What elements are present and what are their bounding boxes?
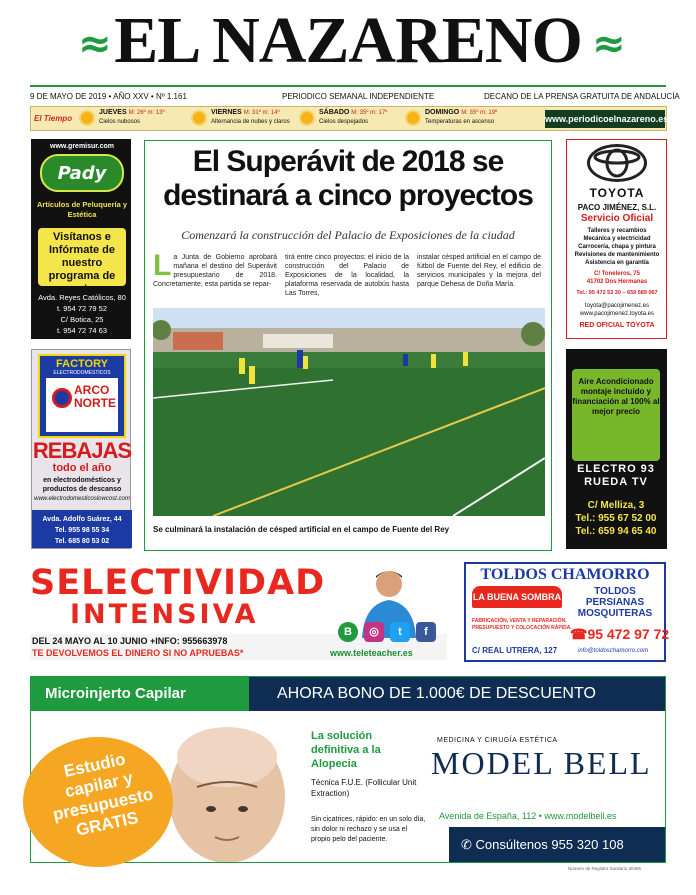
- factory-title: FACTORY: [56, 358, 108, 370]
- decano-text: DECANO DE LA PRENSA GRATUITA DE ANDALUCÍA: [484, 92, 680, 101]
- toldos-title: TOLDOS CHAMORRO: [480, 566, 650, 583]
- article-photo: [153, 308, 545, 516]
- toyota-red-oficial: RED OFICIAL TOYOTA: [579, 322, 655, 329]
- pady-tel2: t. 954 72 74 63: [56, 326, 108, 335]
- day-name: DOMINGO: [425, 109, 460, 116]
- masthead: [0, 0, 696, 101]
- selectividad-title: SELECTIVIDAD: [30, 563, 326, 603]
- article-col3: instalar césped artificial en el campo de fútbol de Fuente del Rey, el edificio de servicios municipales y la mejora del parque Dehesa de Doña María.: [417, 254, 541, 288]
- toyota-services-list: [567, 227, 667, 267]
- factory-address: [32, 510, 132, 548]
- day-temps: M: 35º m: 19º: [461, 110, 498, 116]
- ad-pady[interactable]: [31, 139, 131, 339]
- electro-tel2: Tel.: 659 94 65 40: [575, 526, 657, 537]
- electro-addr: C/ Melliza, 3: [587, 500, 645, 511]
- sin-cicatrices-text: Sin cicatrices, rápido: en un solo día, sin dolor ni rechazo y se usa el propio pelo del paciente.: [311, 816, 426, 843]
- day-temps: M: 26º m: 13º: [128, 110, 165, 116]
- factory-url: www.electrodomesticoslowcost.com: [34, 496, 130, 502]
- intensiva-title: INTENSIVA: [70, 599, 259, 630]
- solucion-text: La solución definitiva a la Alopecia: [311, 730, 381, 770]
- pady-tel1: t. 954 72 79 52: [56, 304, 108, 313]
- teleteacher-url: www.teleteacher.es: [330, 648, 413, 658]
- sun-cloud-icon: [79, 110, 95, 126]
- list-item: Talleres y recambios: [587, 228, 647, 234]
- ad-toyota[interactable]: [566, 139, 667, 339]
- list-item: Carrocería, chapa y pintura: [578, 244, 656, 250]
- masthead-rule: [30, 85, 666, 87]
- headline-line2: destinará a cinco proyectos: [163, 179, 533, 212]
- tecnica-text: Técnica F.U.E. (Follicular Unit Extraction): [311, 778, 417, 798]
- pady-url: www.gremisur.com: [50, 143, 114, 150]
- football-field-photo: [153, 308, 545, 516]
- rebajas: REBAJAS: [32, 438, 132, 463]
- col1-text: a Junta de Gobierno aprobará mañana el destino del Superávit presupuestario de 2018. Concretamente, esta partida se repar-: [153, 254, 277, 288]
- sun-cloud-icon: [191, 110, 207, 126]
- toldos-fabricacion: FABRICACIÓN, VENTA Y REPARACIÓN. PRESUPUESTO Y COLOCACIÓN RÁPIDA.: [472, 618, 572, 631]
- ad-factory[interactable]: [31, 349, 131, 549]
- day-name: VIERNES: [211, 109, 242, 116]
- list-item: Asistencia en garantía: [585, 260, 649, 266]
- article-headline: [149, 145, 547, 213]
- day-desc: Cielos despejados: [319, 119, 369, 125]
- toyota-service: Servicio Oficial: [580, 213, 654, 224]
- weather-day: [299, 107, 395, 130]
- estudio-capilar-text: Estudio capilar y presupuesto GRATIS: [51, 749, 155, 840]
- toyota-web: [567, 302, 667, 318]
- phone-icon: ✆: [461, 837, 476, 852]
- ad-electro93[interactable]: [566, 349, 667, 549]
- wave-deco-right: ≈: [592, 21, 626, 67]
- pady-logo: [40, 154, 124, 192]
- dropcap: L: [153, 249, 172, 282]
- modelbell-address: Avenida de España, 112 • www.modelbell.es: [439, 811, 617, 821]
- modelbell-top-bar: [31, 677, 665, 711]
- pady-subtitle: Artículos de Peluquería y Estética: [36, 200, 128, 219]
- day-name: JUEVES: [99, 109, 127, 116]
- toldos-phone: ☎95 472 97 72: [570, 626, 670, 642]
- toyota-addr1: C/ Toneleros, 75: [594, 271, 640, 277]
- electro-promo: Aire Acondicionado montaje incluido y financiación al 100% al mejor precio: [572, 377, 660, 416]
- registro-sanitario: Número de Registro Sanitario 30465: [568, 866, 642, 871]
- toyota-address: [567, 270, 667, 286]
- toyota-dealer: PACO JIMÉNEZ, S.L.: [577, 203, 657, 212]
- pady-address: [32, 292, 132, 336]
- list-item: Mecánica y electricidad: [583, 236, 651, 242]
- toyota-brand: TOYOTA: [589, 186, 645, 200]
- toyota-addr2: 41702 Dos Hermanas: [586, 279, 648, 285]
- weather-day: [405, 107, 501, 130]
- toyota-ellipses-icon: [590, 147, 644, 179]
- facebook-icon[interactable]: f: [416, 622, 436, 642]
- factory-tel2: Tel. 685 80 53 02: [54, 538, 110, 545]
- day-temps: M: 31º m: 14º: [243, 110, 280, 116]
- electro-tel1: Tel.: 955 67 52 00: [575, 513, 657, 524]
- factory-text: en electrodomésticos y productos de descanso: [42, 477, 122, 493]
- day-name: SÁBADO: [319, 109, 350, 116]
- ad-selectividad[interactable]: [30, 562, 447, 662]
- factory-addr: Avda. Adolfo Suárez, 44: [42, 516, 122, 523]
- weather-day: [79, 107, 175, 130]
- day-desc: Alternancia de nubes y claros: [211, 119, 290, 125]
- pady-addr2: C/ Botica, 25: [60, 315, 104, 324]
- arco-text: ARCO NORTE: [74, 383, 116, 410]
- main-article: [144, 140, 552, 551]
- list-item: Revisiones de mantenimiento: [574, 252, 660, 258]
- list-item: TOLDOS: [594, 586, 636, 597]
- arco-icon: [52, 388, 72, 408]
- bono-descuento: AHORA BONO DE 1.000€ DE DESCUENTO: [249, 677, 665, 711]
- toldos-products: [568, 586, 662, 619]
- todo-el-ano: todo el año: [52, 462, 112, 474]
- photo-caption: Se culminará la instalación de césped artificial en el campo de Fuente del Rey: [153, 525, 450, 534]
- toyota-email: toyota@pacojimenez.es: [584, 303, 650, 309]
- list-item: PERSIANAS: [585, 597, 645, 608]
- microinjerto-label: Microinjerto Capilar: [31, 677, 249, 711]
- electro-name1: ELECTRO 93: [577, 463, 655, 475]
- selectividad-guarantee: TE DEVOLVEMOS EL DINERO SI NO APRUEBAS*: [32, 648, 244, 658]
- weather-day: [191, 107, 290, 130]
- sun-icon: [299, 110, 315, 126]
- factory-subtitle: ELECTRODOMESTICOS: [53, 370, 111, 376]
- selectividad-dates: DEL 24 MAYO AL 10 JUNIO +INFO: 955663978: [32, 636, 228, 646]
- factory-header: [38, 354, 126, 438]
- day-desc: Cielos nubosos: [99, 119, 141, 125]
- tagline: PERIODICO SEMANAL INDEPENDIENTE: [282, 92, 435, 101]
- headline-line1: El Superávit de 2018 se: [192, 145, 504, 178]
- toldos-address: C/ REAL UTRERA, 127: [472, 646, 558, 655]
- la-buena-sombra-badge: LA BUENA SOMBRA: [472, 586, 562, 608]
- electro-promo-box: [572, 369, 660, 461]
- day-temps: M: 35º m: 17º: [351, 110, 388, 116]
- pady-addr1: Avda. Reyes Católicos, 80: [38, 293, 126, 302]
- article-col1: [153, 249, 277, 289]
- electro-name2: RUEDA TV: [584, 476, 648, 488]
- electro-address: [566, 499, 666, 538]
- pady-promo: Visítanos e Infórmate de nuestro programa de puntos: [38, 228, 126, 286]
- issue-date: 9 DE MAYO DE 2019 • AÑO XXV • Nº 1.161: [30, 92, 187, 101]
- toyota-logo-icon: [587, 144, 647, 182]
- article-col2: tirá entre cinco proyectos: el inicio de la construcción del Palacio de Exposiciones de la localidad, la plataforma reservada de autobús hasta Las Torres,: [285, 254, 409, 297]
- wave-deco-left: ≈: [78, 21, 112, 67]
- blogger-icon[interactable]: B: [338, 622, 358, 642]
- electro-name: [566, 463, 666, 489]
- toyota-url: www.pacojimenez.toyota.es: [579, 311, 655, 317]
- website-link[interactable]: www.periodicoelnazareno.es: [545, 110, 665, 128]
- consultenos-text: Consúltenos 955 320 108: [475, 837, 624, 852]
- ad-modelbell[interactable]: [30, 676, 666, 863]
- consultenos-phone: [449, 827, 665, 862]
- day-desc: Temperaturas en ascenso: [425, 119, 495, 125]
- factory-tel1: Tel. 955 98 55 34: [54, 527, 110, 534]
- weather-label: El Tiempo: [34, 114, 73, 123]
- modelbell-logo: MODEL BELL: [431, 745, 652, 781]
- medicina-label: MEDICINA Y CIRUGÍA ESTÉTICA: [437, 737, 558, 744]
- ad-toldos-chamorro[interactable]: [464, 562, 670, 662]
- weather-bar: [30, 106, 667, 131]
- pady-logo-text: Pady: [57, 163, 107, 184]
- twitter-icon[interactable]: t: [390, 622, 410, 642]
- article-subhead: Comenzará la construcción del Palacio de Exposiciones de la ciudad: [181, 228, 515, 242]
- sun-icon: [405, 110, 421, 126]
- newspaper-title: EL NAZARENO: [114, 4, 582, 77]
- arco-norte-logo: [46, 378, 118, 432]
- list-item: MOSQUITERAS: [577, 608, 653, 619]
- toldos-email: info@toldoschamorro.com: [578, 648, 649, 654]
- toyota-tel: Tel.: 95 472 53 30 – 659 589 067: [576, 290, 658, 296]
- instagram-icon[interactable]: ◎: [364, 622, 384, 642]
- social-icons: [338, 622, 448, 644]
